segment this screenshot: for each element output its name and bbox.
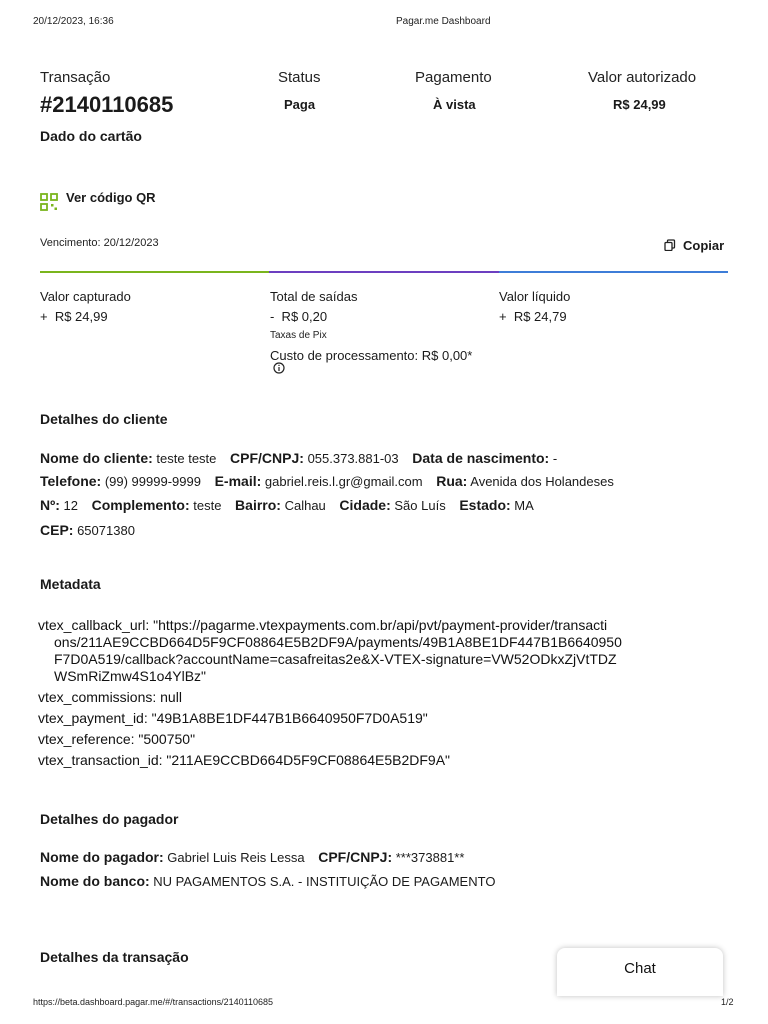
client-email: gabriel.reis.l.gr@gmail.com — [264, 474, 423, 489]
callback-line-4: WSmRiZmw4S1o4YlBz" — [54, 668, 206, 684]
divider-captured — [40, 271, 269, 273]
client-street-label: Rua: — [436, 473, 468, 489]
pix-fees-label: Taxas de Pix — [270, 330, 327, 341]
net-value: + R$ 24,79 — [499, 309, 567, 324]
client-complement: teste — [193, 498, 222, 513]
metadata-callback-url — [38, 617, 622, 685]
callback-line-3: F7D0A519/callback?accountName=casafreitas2e&X-VTEX-signature=VW52ODkxZjVtTDZ — [54, 651, 617, 667]
captured-value: + R$ 24,99 — [40, 309, 108, 324]
divider-net — [499, 271, 728, 273]
client-district: Calhau — [284, 498, 326, 513]
divider-outflow — [269, 271, 499, 273]
client-row-2 — [40, 473, 624, 489]
view-qr-link[interactable]: Ver código QR — [66, 190, 156, 205]
payer-name-label: Nome do pagador: — [40, 849, 164, 865]
chat-label: Chat — [624, 960, 656, 977]
metadata-transaction-id: vtex_transaction_id: "211AE9CCBD664D5F9CF08864E5B2DF9A" — [38, 752, 451, 768]
metadata-payment-id: vtex_payment_id: "49B1A8BE1DF447B1B6640950F7D0A519" — [38, 710, 428, 726]
due-date: Vencimento: 20/12/2023 — [40, 237, 159, 249]
print-page-number: 1/2 — [721, 997, 734, 1007]
client-district-label: Bairro: — [235, 497, 281, 513]
card-section-title: Dado do cartão — [40, 128, 142, 144]
client-name: teste teste — [156, 451, 217, 466]
client-name-label: Nome do cliente: — [40, 450, 153, 466]
captured-label: Valor capturado — [40, 289, 131, 304]
outflow-label: Total de saídas — [270, 289, 358, 304]
client-number-label: Nº: — [40, 497, 60, 513]
print-url: https://beta.dashboard.pagar.me/#/transactions/2140110685 — [33, 997, 274, 1007]
payer-name: Gabriel Luis Reis Lessa — [167, 850, 305, 865]
transaction-id: #2140110685 — [40, 92, 174, 117]
client-phone-label: Telefone: — [40, 473, 102, 489]
client-zip-label: CEP: — [40, 522, 74, 538]
info-icon[interactable] — [273, 362, 285, 374]
authorized-value: R$ 24,99 — [613, 97, 666, 112]
client-number: 12 — [63, 498, 78, 513]
status-label: Status — [278, 69, 321, 86]
client-phone: (99) 99999-9999 — [104, 474, 201, 489]
qr-code-icon[interactable] — [40, 193, 58, 211]
payer-doc-label: CPF/CNPJ: — [318, 849, 393, 865]
client-section-title: Detalhes do cliente — [40, 411, 168, 427]
client-complement-label: Complemento: — [91, 497, 190, 513]
client-row-4 — [40, 522, 145, 538]
client-street: Avenida dos Holandeses — [470, 474, 614, 489]
metadata-commissions: vtex_commissions: null — [38, 689, 182, 705]
copy-button[interactable]: Copiar — [683, 238, 725, 253]
metadata-section-title: Metadata — [40, 576, 101, 592]
client-state-label: Estado: — [459, 497, 511, 513]
net-label: Valor líquido — [499, 289, 571, 304]
client-state: MA — [514, 498, 534, 513]
transaction-details-title: Detalhes da transação — [40, 949, 189, 965]
client-row-1 — [40, 450, 567, 466]
metadata-list — [38, 617, 622, 769]
outflow-value: - R$ 0,20 — [270, 309, 328, 324]
payment-value: À vista — [433, 97, 476, 112]
authorized-label: Valor autorizado — [588, 69, 697, 86]
status-value: Paga — [284, 97, 316, 112]
client-doc: 055.373.881-03 — [307, 451, 399, 466]
payer-row-2 — [40, 873, 505, 889]
client-city-label: Cidade: — [339, 497, 391, 513]
client-zip: 65071380 — [77, 523, 135, 538]
client-email-label: E-mail: — [214, 473, 262, 489]
payer-section-title: Detalhes do pagador — [40, 811, 179, 827]
chat-button[interactable] — [557, 948, 723, 996]
print-title: Pagar.me Dashboard — [396, 16, 491, 27]
print-datetime: 20/12/2023, 16:36 — [33, 16, 114, 27]
payer-bank: NU PAGAMENTOS S.A. - INSTITUIÇÃO DE PAGAMENTO — [153, 874, 496, 889]
client-birth-label: Data de nascimento: — [412, 450, 550, 466]
payment-label: Pagamento — [415, 69, 492, 86]
client-birth: - — [552, 451, 558, 466]
client-doc-label: CPF/CNPJ: — [230, 450, 304, 466]
payer-doc: ***373881** — [395, 850, 465, 865]
processing-cost: Custo de processamento: R$ 0,00* — [270, 348, 473, 363]
payer-bank-label: Nome do banco: — [40, 873, 150, 889]
callback-line-2: ons/211AE9CCBD664D5F9CF08864E5B2DF9A/payments/49B1A8BE1DF447B1B6640950 — [54, 634, 622, 650]
metadata-reference: vtex_reference: "500750" — [38, 731, 196, 747]
payer-row-1 — [40, 849, 474, 865]
client-row-3 — [40, 497, 544, 513]
transaction-label: Transação — [40, 69, 111, 86]
copy-icon[interactable] — [664, 239, 676, 251]
client-city: São Luís — [394, 498, 446, 513]
callback-line-1: vtex_callback_url: "https://pagarme.vtexpayments.com.br/api/pvt/payment-provider/transacti — [38, 617, 608, 633]
